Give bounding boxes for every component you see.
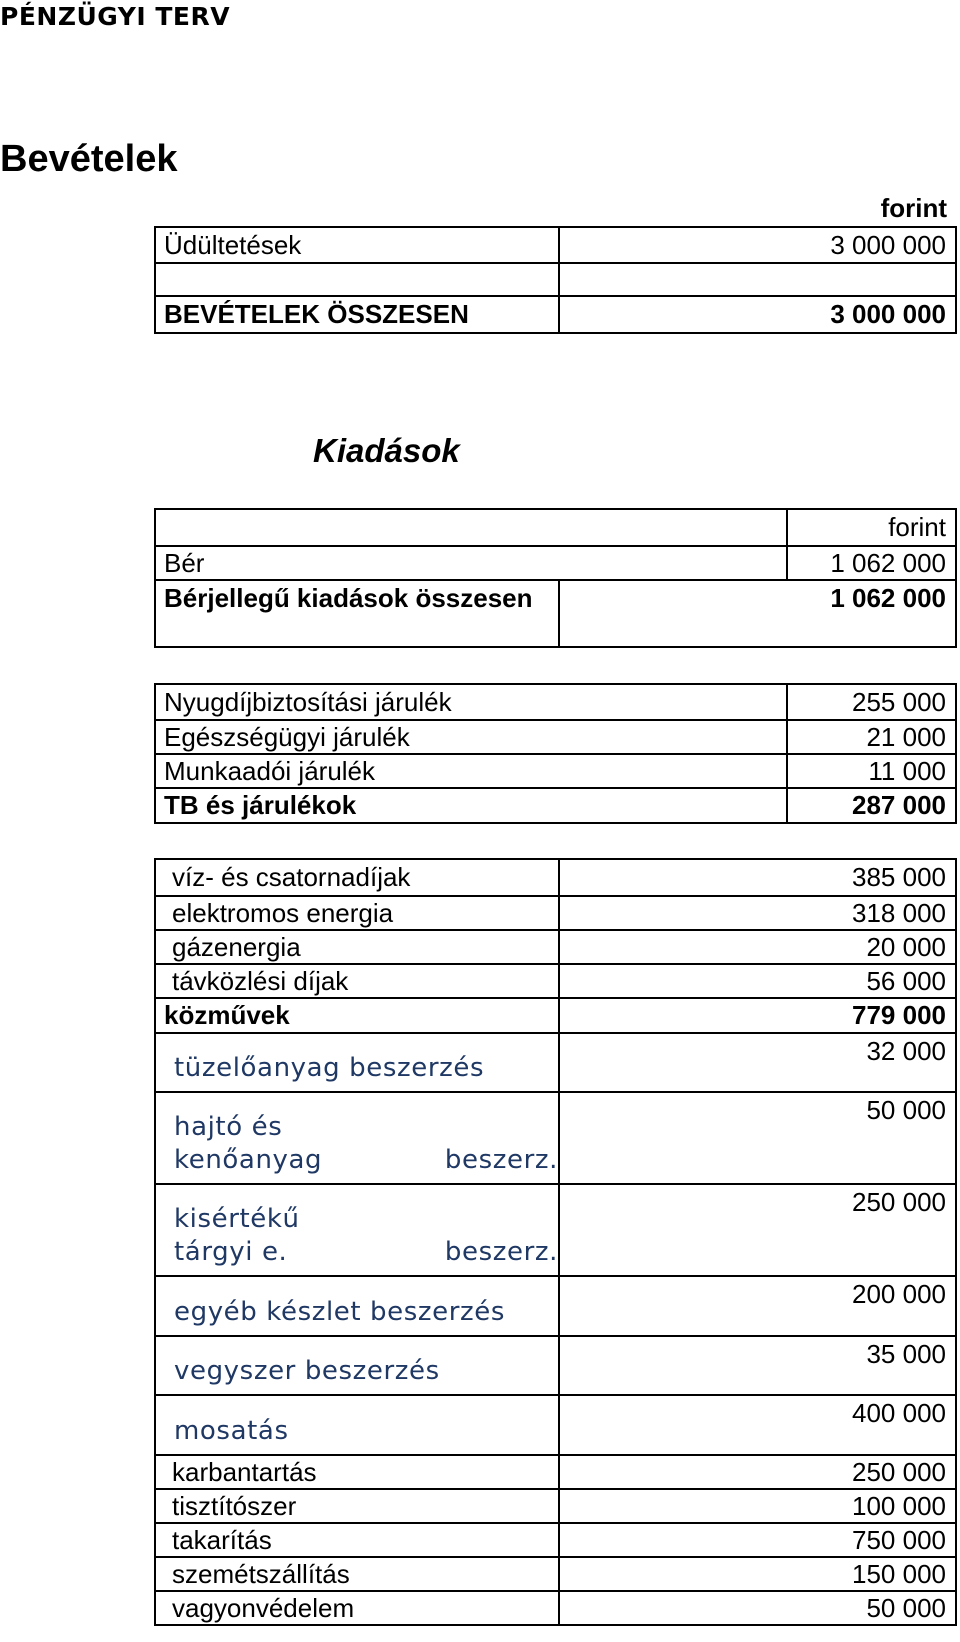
unit-label: forint	[786, 510, 955, 545]
table-row	[156, 1032, 955, 1091]
row-label: távközlési díjak	[172, 965, 349, 996]
row-value: 750 000	[558, 1524, 955, 1556]
table-row	[156, 1335, 955, 1394]
row-label-line1: kisértékű tárgyi e.	[174, 1204, 300, 1267]
table-row	[156, 787, 955, 822]
row-label-line1: hajtó és kenőanyag	[174, 1112, 323, 1175]
row-value: 200 000	[558, 1277, 955, 1335]
row-label: Üdültetések	[164, 229, 302, 260]
table-row	[156, 1091, 955, 1183]
row-label	[156, 264, 558, 295]
row-value: 287 000	[786, 789, 955, 822]
row-label: egyéb készlet beszerzés	[174, 1297, 506, 1327]
row-label: takarítás	[172, 1524, 272, 1555]
expenses-heading: Kiadások	[313, 432, 460, 469]
table-row	[156, 1183, 955, 1275]
table-row	[156, 1590, 955, 1624]
table-row	[156, 685, 955, 719]
row-label	[156, 510, 786, 545]
row-label: közművek	[164, 1000, 290, 1030]
row-label: tüzelőanyag beszerzés	[174, 1053, 485, 1083]
row-label: tisztítószer	[172, 1490, 297, 1521]
table-row	[156, 753, 955, 787]
row-value: 50 000	[558, 1093, 955, 1183]
income-table	[154, 226, 957, 334]
row-value: 779 000	[558, 999, 955, 1032]
table-row	[156, 929, 955, 963]
row-label-line2: beszerz.	[444, 1145, 558, 1175]
row-label: mosatás	[174, 1416, 289, 1446]
row-value: 100 000	[558, 1490, 955, 1522]
contribution-table	[154, 683, 957, 824]
row-value: 35 000	[558, 1337, 955, 1394]
row-label: Egészségügyi járulék	[164, 721, 410, 752]
table-row	[156, 1488, 955, 1522]
table-row	[156, 1556, 955, 1590]
row-label: BEVÉTELEK ÖSSZESEN	[164, 299, 469, 329]
row-label: szemétszállítás	[172, 1558, 350, 1589]
table-row	[156, 997, 955, 1032]
row-value: 1 062 000	[786, 547, 955, 579]
row-value: 400 000	[558, 1396, 955, 1454]
row-value: 20 000	[558, 931, 955, 963]
row-label: Bérjellegű kiadások összesen	[164, 583, 533, 613]
row-value: 3 000 000	[558, 228, 955, 262]
row-value: 50 000	[558, 1592, 955, 1624]
row-label: elektromos energia	[172, 897, 394, 928]
row-label: Munkaadói járulék	[164, 755, 376, 786]
row-value: 255 000	[786, 685, 955, 719]
row-label	[156, 1093, 558, 1183]
table-row	[156, 1394, 955, 1454]
table-row	[156, 228, 955, 262]
table-row	[156, 510, 955, 545]
row-value: 385 000	[558, 860, 955, 895]
table-row	[156, 1454, 955, 1488]
table-row	[156, 719, 955, 753]
row-label: gázenergia	[172, 931, 301, 962]
table-row	[156, 860, 955, 895]
row-value: 1 062 000	[558, 581, 955, 646]
row-value: 56 000	[558, 965, 955, 997]
table-row	[156, 295, 955, 332]
income-unit-label: forint	[880, 193, 947, 223]
row-label: vagyonvédelem	[172, 1592, 355, 1623]
row-value: 11 000	[786, 755, 955, 787]
row-label: Bér	[164, 547, 205, 578]
row-value: 250 000	[558, 1456, 955, 1488]
row-value: 32 000	[558, 1034, 955, 1091]
table-row	[156, 262, 955, 295]
table-row	[156, 545, 955, 579]
document-title: PÉNZÜGYI TERV	[0, 2, 231, 31]
wage-table	[154, 508, 957, 648]
table-row	[156, 1275, 955, 1335]
row-value: 318 000	[558, 897, 955, 929]
row-value	[558, 264, 955, 295]
row-value: 21 000	[786, 721, 955, 753]
row-value: 150 000	[558, 1558, 955, 1590]
table-row	[156, 579, 955, 646]
row-label: víz- és csatornadíjak	[172, 862, 411, 892]
row-value: 250 000	[558, 1185, 955, 1275]
table-row	[156, 963, 955, 997]
row-label: karbantartás	[172, 1456, 317, 1487]
table-row	[156, 895, 955, 929]
row-label	[156, 1185, 558, 1275]
row-label-line2: beszerz.	[444, 1237, 558, 1267]
row-label: vegyszer beszerzés	[174, 1356, 440, 1386]
row-label: Nyugdíjbiztosítási járulék	[164, 686, 452, 717]
income-heading: Bevételek	[0, 138, 178, 180]
table-row	[156, 1522, 955, 1556]
operating-costs-table	[154, 858, 957, 1626]
row-value: 3 000 000	[558, 297, 955, 332]
row-label: TB és járulékok	[164, 790, 357, 820]
